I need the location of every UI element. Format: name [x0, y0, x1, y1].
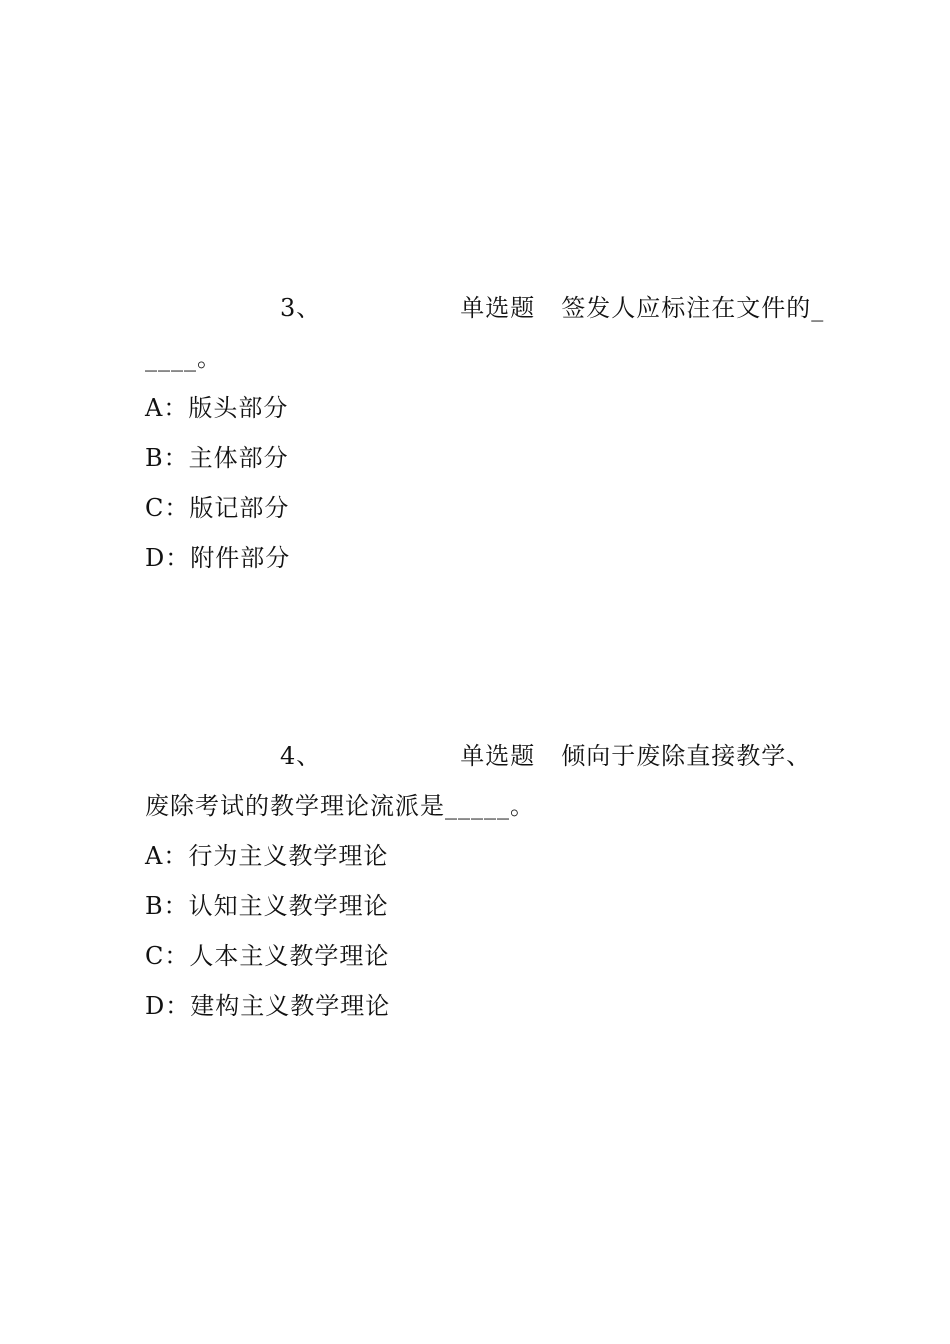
option-c	[145, 931, 825, 981]
option-key: A：	[145, 842, 189, 870]
option-key: C：	[145, 942, 190, 970]
question-text: 签发人应标注在文件的_____。	[145, 294, 825, 372]
option-a	[145, 383, 825, 433]
question-number: 4、	[280, 742, 322, 770]
option-text: 建构主义教学理论	[190, 992, 391, 1020]
option-text: 认知主义教学理论	[188, 892, 389, 920]
option-text: 主体部分	[188, 444, 289, 472]
option-text: 附件部分	[190, 544, 291, 572]
option-a	[145, 831, 825, 881]
option-c	[145, 483, 825, 533]
option-text: 人本主义教学理论	[189, 942, 390, 970]
option-b	[145, 433, 825, 483]
option-key: D：	[145, 544, 191, 572]
option-d	[145, 981, 825, 1031]
question-4	[145, 731, 825, 1031]
option-text: 版记部分	[189, 494, 290, 522]
question-type: 单选题	[460, 294, 536, 322]
option-key: C：	[145, 494, 190, 522]
question-stem	[145, 283, 825, 383]
option-d	[145, 533, 825, 583]
option-b	[145, 881, 825, 931]
option-key: A：	[145, 394, 189, 422]
question-number: 3、	[280, 294, 322, 322]
option-text: 行为主义教学理论	[188, 842, 389, 870]
question-3	[145, 283, 825, 583]
question-type: 单选题	[460, 742, 536, 770]
question-text: 倾向于废除直接教学、废除考试的教学理论流派是_____。	[145, 742, 812, 820]
option-text: 版头部分	[188, 394, 289, 422]
question-stem	[145, 731, 825, 831]
option-key: B：	[145, 892, 189, 920]
option-key: B：	[145, 444, 189, 472]
option-key: D：	[145, 992, 191, 1020]
